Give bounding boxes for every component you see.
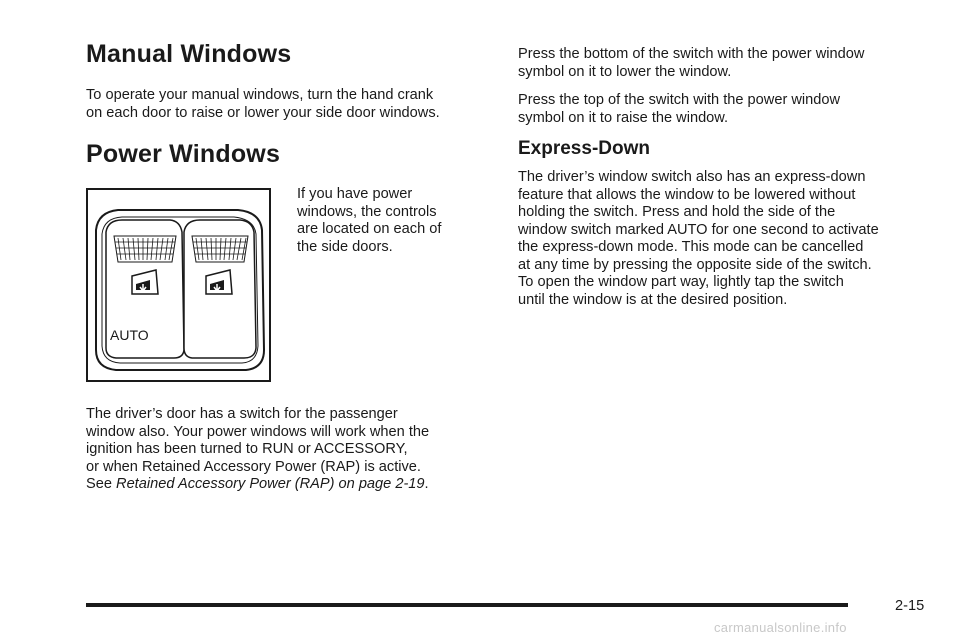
footer-rule: [86, 603, 848, 607]
window-switch-drawing: [88, 190, 269, 380]
rap-reference-link[interactable]: Retained Accessory Power (RAP) on page 2-19: [116, 476, 425, 492]
right-switch: [184, 220, 256, 358]
page-number: 2-15: [895, 598, 925, 614]
auto-label: AUTO: [110, 327, 149, 343]
watermark: carmanualsonline.info: [714, 620, 847, 635]
window-switch-illustration: [86, 188, 271, 382]
power-windows-intro: If you have power windows, the controls are located on each of the side doors.: [297, 186, 442, 255]
power-windows-text-end: .: [424, 476, 429, 492]
lower-window-text: Press the bottom of the switch with the power window symbol on it to lower the window.: [518, 46, 865, 80]
raise-window-text: Press the top of the switch with the power window symbol on it to raise the window.: [518, 92, 841, 126]
power-windows-text: [86, 406, 486, 494]
left-switch: [106, 220, 184, 358]
power-windows-heading: Power Windows: [86, 140, 281, 168]
manual-windows-heading: Manual Windows: [86, 40, 292, 68]
power-windows-text-main: The driver’s door has a switch for the passenger window also. Your power windows will work when the ignition has been turned to RUN or ACCESSORY, or when Retained Accessory Power (RAP) is active. See: [86, 406, 430, 492]
manual-windows-text: To operate your manual windows, turn the hand crank on each door to raise or lower your side door windows.: [86, 87, 440, 121]
express-down-text: The driver’s window switch also has an express-down feature that allows the window to be lowered without holding the switch. Press and hold the side of the window switch marked AUTO for one second to activate the express-down mode. This mode can be cancelled at any time by pressing the opposite side of the switch. To open the window part way, lightly tap the switch until the window is at the desired position.: [518, 169, 879, 308]
express-down-heading: Express-Down: [518, 138, 650, 159]
